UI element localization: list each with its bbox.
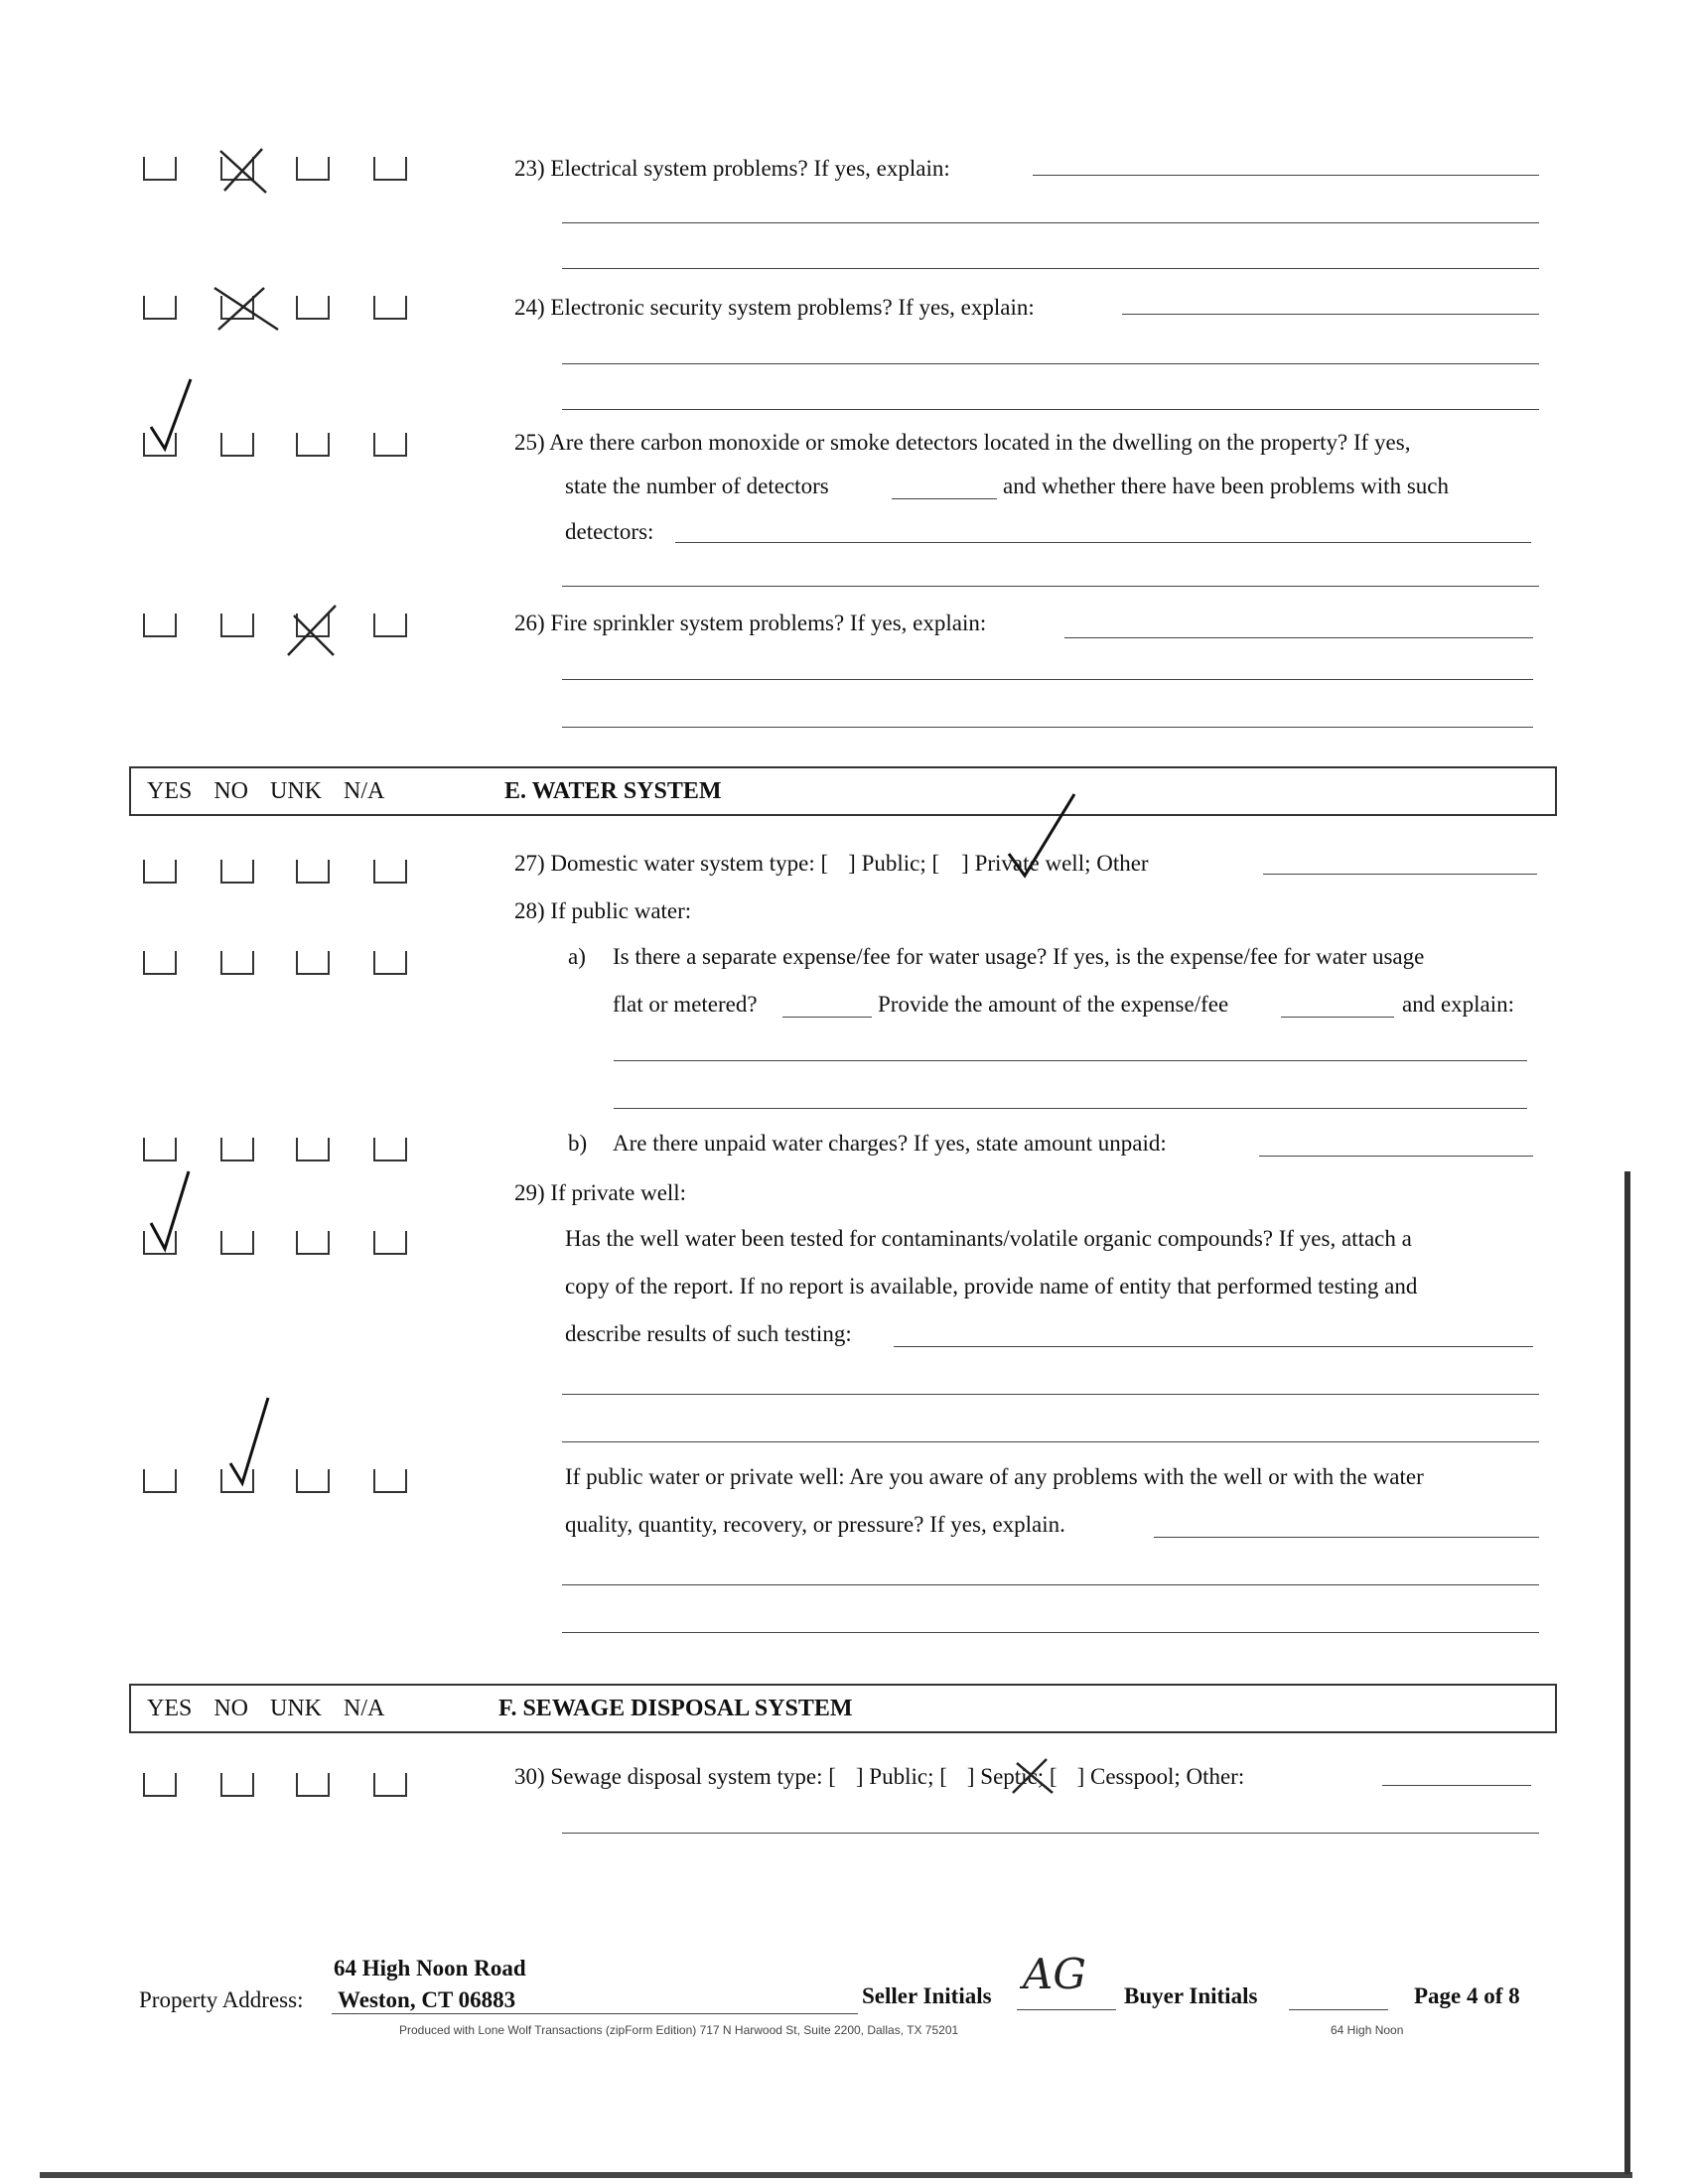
q28b-yes-box[interactable] [143, 1138, 177, 1161]
q29-text: 29) If private well: [514, 1180, 687, 1205]
q30-no-box[interactable] [220, 1773, 254, 1797]
scan-right-edge [1624, 1171, 1630, 2174]
q23-na-box[interactable] [373, 157, 407, 181]
seller-initials-label: Seller Initials [862, 1983, 992, 2008]
answer-line [1033, 175, 1539, 176]
q29-line1: Has the well water been tested for contaminants/volatile organic compounds? If yes, attach a [565, 1226, 1412, 1251]
answer-line [614, 1108, 1527, 1109]
q23-unk-box[interactable] [296, 157, 330, 181]
q27-unk-box[interactable] [296, 860, 330, 884]
answer-line [892, 498, 997, 499]
q28a-unk-box[interactable] [296, 951, 330, 975]
q28a-line2b: Provide the amount of the expense/fee [878, 992, 1229, 1017]
q29p-no-box[interactable] [220, 1469, 254, 1493]
q25-line3: detectors: [565, 519, 654, 544]
answer-line [894, 1346, 1533, 1347]
column-headers [147, 1686, 406, 1731]
q30-public-label: ] Public; [ [855, 1764, 947, 1789]
q27-na-box[interactable] [373, 860, 407, 884]
q27-public-label: ] Public; [ [848, 851, 940, 876]
footer-address-label: Property Address: [139, 1987, 304, 2012]
produced-by: Produced with Lone Wolf Transactions (zipForm Edition) 717 N Harwood St, Suite 2200, Dallas, TX 75201 [399, 2023, 959, 2037]
q27-yes-box[interactable] [143, 860, 177, 884]
q27-no-box[interactable] [220, 860, 254, 884]
q30-prefix: 30) Sewage disposal system type: [ [514, 1764, 836, 1789]
q24-text: 24) Electronic security system problems? If yes, explain: [514, 295, 1035, 320]
answer-line [782, 1017, 872, 1018]
q28b-no-box[interactable] [220, 1138, 254, 1161]
col-no: NO [213, 1696, 249, 1721]
q29p-line1: If public water or private well: Are you aware of any problems with the well or with the water [565, 1464, 1424, 1489]
q26-text: 26) Fire sprinkler system problems? If yes, explain: [514, 611, 987, 635]
answer-line [1122, 314, 1539, 315]
q29-na-box[interactable] [373, 1231, 407, 1255]
answer-line [1064, 637, 1533, 638]
q29p-na-box[interactable] [373, 1469, 407, 1493]
q29-line3: describe results of such testing: [565, 1321, 852, 1346]
answer-line [562, 222, 1539, 223]
q24-yes-box[interactable] [143, 296, 177, 320]
buyer-initials-label: Buyer Initials [1124, 1983, 1258, 2008]
answer-line [562, 1394, 1539, 1395]
col-yes: YES [147, 1696, 193, 1721]
q28a-no-box[interactable] [220, 951, 254, 975]
q26-yes-box[interactable] [143, 614, 177, 637]
q28b-label: b) [568, 1131, 588, 1156]
q29p-line2: quality, quantity, recovery, or pressure? If yes, explain. [565, 1512, 1065, 1537]
q29-unk-box[interactable] [296, 1231, 330, 1255]
q23-text: 23) Electrical system problems? If yes, explain: [514, 156, 950, 181]
answer-line [1281, 1017, 1394, 1018]
q26-unk-box[interactable] [296, 614, 330, 637]
footer-address-line2: Weston, CT 06883 [338, 1987, 516, 2012]
q29-line2: copy of the report. If no report is available, provide name of entity that performed testing and [565, 1274, 1418, 1298]
q25-na-box[interactable] [373, 433, 407, 457]
short-ref: 64 High Noon [1331, 2023, 1404, 2037]
q30-yes-box[interactable] [143, 1773, 177, 1797]
q28a-line2a: flat or metered? [613, 992, 758, 1017]
section-f-header [129, 1684, 1557, 1733]
q29-yes-box[interactable] [143, 1231, 177, 1255]
q25-no-box[interactable] [220, 433, 254, 457]
answer-line [562, 727, 1533, 728]
col-no: NO [213, 778, 249, 804]
seller-initials-line [1017, 2009, 1116, 2010]
buyer-initials-line [1289, 2009, 1388, 2010]
q28b-unk-box[interactable] [296, 1138, 330, 1161]
q24-no-box[interactable] [220, 296, 254, 320]
q30-text [514, 1753, 1244, 1801]
col-na: N/A [344, 1696, 385, 1721]
q25-line2b: and whether there have been problems with such [1003, 474, 1449, 498]
q28a-label: a) [568, 944, 586, 969]
column-headers [147, 768, 406, 814]
page-number: Page 4 of 8 [1414, 1983, 1520, 2008]
q30-unk-box[interactable] [296, 1773, 330, 1797]
col-unk: UNK [270, 1696, 323, 1721]
answer-line [562, 409, 1539, 410]
scan-bottom-edge [40, 2172, 1632, 2178]
q30-cesspool-label: ] Cesspool; Other: [1076, 1764, 1245, 1789]
answer-line [1259, 1156, 1533, 1157]
col-na: N/A [344, 778, 385, 804]
q23-no-box[interactable] [220, 157, 254, 181]
answer-line [562, 1833, 1539, 1834]
q30-na-box[interactable] [373, 1773, 407, 1797]
q28a-yes-box[interactable] [143, 951, 177, 975]
answer-line [614, 1060, 1527, 1061]
q28a-na-box[interactable] [373, 951, 407, 975]
q24-unk-box[interactable] [296, 296, 330, 320]
q25-unk-box[interactable] [296, 433, 330, 457]
answer-line [1382, 1785, 1531, 1786]
answer-line [562, 586, 1539, 587]
q25-line1: 25) Are there carbon monoxide or smoke detectors located in the dwelling on the property? If yes, [514, 430, 1411, 455]
q29-no-box[interactable] [220, 1231, 254, 1255]
seller-initials-signature: AG [1023, 1950, 1086, 1998]
answer-line [1263, 874, 1537, 875]
answer-line [562, 1632, 1539, 1633]
q26-na-box[interactable] [373, 614, 407, 637]
q28a-line2c: and explain: [1402, 992, 1515, 1017]
answer-line [1154, 1537, 1539, 1538]
q25-line2a: state the number of detectors [565, 474, 829, 498]
q26-no-box[interactable] [220, 614, 254, 637]
q30-septic-label: ] Septic; [ [966, 1764, 1058, 1789]
q28b-na-box[interactable] [373, 1138, 407, 1161]
q28b-text: Are there unpaid water charges? If yes, state amount unpaid: [613, 1131, 1167, 1156]
section-e-title: E. WATER SYSTEM [504, 778, 722, 804]
col-unk: UNK [270, 778, 323, 804]
address-underline [332, 2013, 858, 2014]
answer-line [562, 268, 1539, 269]
q25-yes-box[interactable] [143, 433, 177, 457]
section-f-title: F. SEWAGE DISPOSAL SYSTEM [498, 1696, 853, 1721]
col-yes: YES [147, 778, 193, 804]
q24-na-box[interactable] [373, 296, 407, 320]
q29p-unk-box[interactable] [296, 1469, 330, 1493]
answer-line [562, 1584, 1539, 1585]
q28-text: 28) If public water: [514, 898, 692, 923]
section-e-header [129, 766, 1557, 816]
answer-line [562, 679, 1533, 680]
q23-yes-box[interactable] [143, 157, 177, 181]
q27-prefix: 27) Domestic water system type: [ [514, 851, 829, 876]
answer-line [562, 1441, 1539, 1442]
q27-text [514, 840, 1149, 887]
answer-line [675, 542, 1531, 543]
q28a-line1: Is there a separate expense/fee for water usage? If yes, is the expense/fee for water usage [613, 944, 1425, 969]
footer-address-line1: 64 High Noon Road [334, 1956, 526, 1980]
q29p-yes-box[interactable] [143, 1469, 177, 1493]
answer-line [562, 363, 1539, 364]
q27-private-label: ] Private well; Other [961, 851, 1149, 876]
